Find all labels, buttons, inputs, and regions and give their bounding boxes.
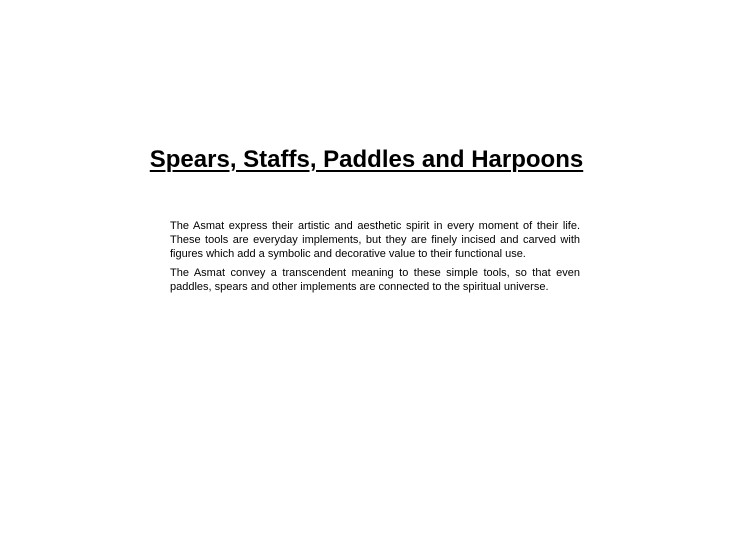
slide-title: Spears, Staffs, Paddles and Harpoons bbox=[149, 146, 584, 173]
slide-body bbox=[170, 219, 580, 299]
body-paragraph-2: The Asmat convey a transcendent meaning to these simple tools, so that even paddles, spears and other implements are connected to the spiritual universe. bbox=[170, 267, 580, 293]
body-paragraph-1: The Asmat express their artistic and aesthetic spirit in every moment of their life. These tools are everyday implements, but they are finely incised and carved with figures which add a symbolic and decorative value to their functional use. bbox=[170, 220, 580, 260]
